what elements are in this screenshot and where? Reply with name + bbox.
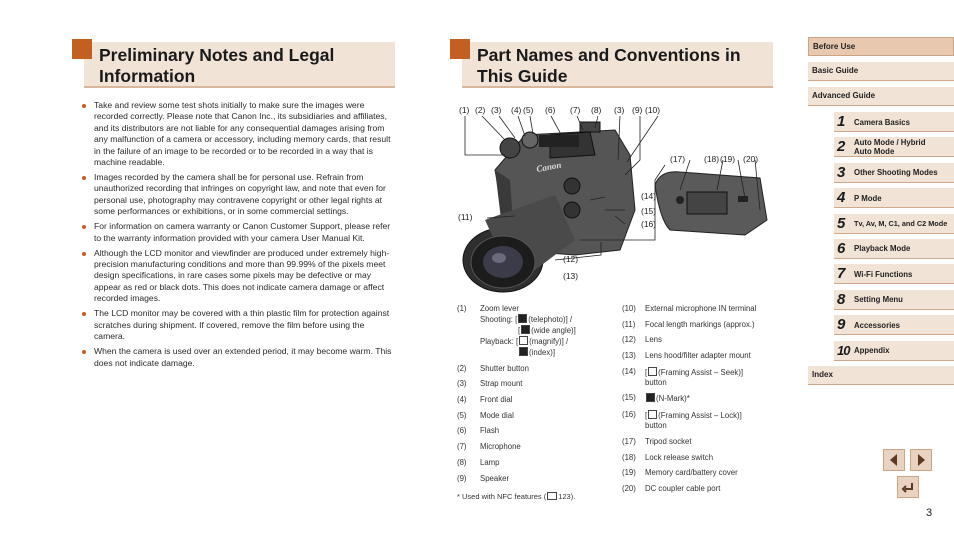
callout-5: (5) — [523, 105, 534, 115]
part-item: (1) Zoom lever Shooting: [ (telephoto)] / [ (wide angle)] Playback: [ (magnify)] / (index)] — [457, 304, 576, 357]
nav-chapter-10[interactable]: 10 Appendix — [834, 341, 954, 361]
part-item: (10) External microphone IN terminal — [622, 304, 757, 313]
callout-1: (1) — [459, 105, 470, 115]
legal-note: For information on camera warranty or Canon Customer Support, please refer to the warranty information provided with your camera User Manual Kit. — [81, 221, 395, 244]
nav-chapter-8[interactable]: 8 Setting Menu — [834, 290, 954, 310]
callout-19: (19) — [720, 154, 736, 164]
nav-advanced-guide[interactable]: Advanced Guide — [808, 87, 954, 106]
section-marker — [450, 39, 470, 59]
section-title-legal: Preliminary Notes and Legal Information — [99, 45, 335, 86]
section-title-parts: Part Names and Conventions in This Guide — [477, 45, 741, 86]
callout-3: (3) — [491, 105, 502, 115]
parts-list-left — [457, 304, 617, 489]
legal-note: Take and review some test shots initially to make sure the images were recorded correctly. Please note that Canon Inc., its subsidiaries and affiliates, and its distributors are not liable for any consequential damages arising from any malfunction of a camera or accessory, including memory cards, that result in the failure of an image to be recorded or to be recorded in a way that is machine readable. — [81, 100, 395, 168]
nav-index[interactable]: Index — [808, 366, 954, 385]
next-page-button[interactable] — [910, 449, 932, 471]
part-item: (8) Lamp — [457, 457, 500, 467]
nav-chapter-4[interactable]: 4 P Mode — [834, 188, 954, 208]
return-icon — [898, 477, 918, 497]
part-item: (3) Strap mount — [457, 379, 523, 389]
arrow-right-icon — [911, 450, 931, 470]
part-item: (12) Lens — [622, 335, 662, 345]
wide-angle-icon — [521, 325, 530, 334]
part-item: (15) (N-Mark)* — [622, 393, 690, 404]
part-item: (4) Front dial — [457, 395, 513, 405]
part-item: (19) Memory card/battery cover — [622, 468, 738, 478]
part-item: (9) Speaker — [457, 473, 510, 483]
index-icon — [519, 347, 528, 356]
callout-16: (16) — [641, 219, 657, 229]
part-item: (16) [ (Framing Assist – Lock)] button — [622, 410, 742, 431]
callout-7: (7) — [570, 105, 581, 115]
nav-chapter-3[interactable]: 3 Other Shooting Modes — [834, 163, 954, 183]
part-item: (7) Microphone — [457, 442, 521, 452]
prev-page-button[interactable] — [883, 449, 905, 471]
camera-diagram — [455, 100, 775, 295]
part-item: (5) Mode dial — [457, 410, 514, 420]
section-header-parts — [462, 42, 773, 88]
book-icon — [547, 492, 557, 500]
nav-before-use[interactable]: Before Use — [808, 37, 954, 56]
framing-assist-lock-icon — [648, 410, 657, 419]
part-item: (2) Shutter button — [457, 363, 529, 373]
nav-chapter-7[interactable]: 7 Wi-Fi Functions — [834, 264, 954, 284]
framing-assist-seek-icon — [648, 367, 657, 376]
callout-10: (10) — [645, 105, 661, 115]
legal-note: When the camera is used over an extended period, it may become warm. This does not indicate damage. — [81, 346, 395, 369]
footnote: * Used with NFC features ( 123). — [457, 492, 576, 501]
legal-note: The LCD monitor may be covered with a thin plastic film for protection against scratches during shipment. If covered, remove the film before using the camera. — [81, 308, 395, 342]
part-item: (20) DC coupler cable port — [622, 483, 721, 493]
part-item: (6) Flash — [457, 426, 500, 436]
callout-4: (4) — [511, 105, 522, 115]
camera-brand-logo: Canon — [535, 159, 562, 174]
part-item: (13) Lens hood/filter adapter mount — [622, 351, 751, 361]
arrow-left-icon — [884, 450, 904, 470]
callout-6: (6) — [545, 105, 556, 115]
callout-12: (12) — [563, 254, 579, 264]
page-number: 3 — [926, 507, 933, 519]
callout-20: (20) — [743, 154, 759, 164]
callout-14: (14) — [641, 191, 657, 201]
parts-list-right — [622, 304, 772, 500]
legal-notes-list — [81, 100, 395, 373]
nav-chapter-5[interactable]: 5 Tv, Av, M, C1, and C2 Mode — [834, 214, 954, 234]
callout-13: (13) — [563, 271, 579, 281]
callout-18: (18) — [704, 154, 720, 164]
magnify-icon — [519, 336, 528, 345]
callout-2: (2) — [475, 105, 486, 115]
callout-8: (8) — [591, 105, 602, 115]
nav-basic-guide[interactable]: Basic Guide — [808, 62, 954, 81]
callout-15: (15) — [641, 206, 657, 216]
n-mark-icon — [646, 393, 655, 402]
callout-11: (11) — [458, 212, 473, 222]
part-item: (14) [ (Framing Assist – Seek)] button — [622, 366, 744, 387]
nav-chapter-2[interactable]: 2 Auto Mode / Hybrid Auto Mode — [834, 137, 954, 157]
part-item: (11) Focal length markings (approx.) — [622, 319, 755, 329]
nav-chapter-6[interactable]: 6 Playback Mode — [834, 239, 954, 259]
callout-9: (9) — [632, 105, 643, 115]
return-button[interactable] — [897, 476, 919, 498]
chapter-nav — [808, 37, 954, 391]
part-item: (17) Tripod socket — [622, 436, 692, 446]
nav-chapter-9[interactable]: 9 Accessories — [834, 315, 954, 335]
callout-3b: (3) — [614, 105, 625, 115]
telephoto-icon — [518, 314, 527, 323]
part-item: (18) Lock release switch — [622, 452, 714, 462]
nav-chapter-1[interactable]: 1 Camera Basics — [834, 112, 954, 132]
callout-17: (17) — [670, 154, 686, 164]
legal-note: Images recorded by the camera shall be for personal use. Refrain from unauthorized recording that infringes on copyright law, and note that even for personal use, photography may contravene copyright or other legal rights at some performances or exhibitions, or in some commercial settings. — [81, 172, 395, 218]
section-marker — [72, 39, 92, 59]
legal-note: Although the LCD monitor and viewfinder are produced under extremely high-precision manufacturing conditions and more than 99.99% of the pixels meet design specifications, in rare cases some pixels may be defective or may appear as red or black dots. This does not indicate camera damage or affect recorded images. — [81, 248, 395, 305]
camera-illustration — [455, 100, 775, 295]
section-header-legal — [84, 42, 395, 88]
